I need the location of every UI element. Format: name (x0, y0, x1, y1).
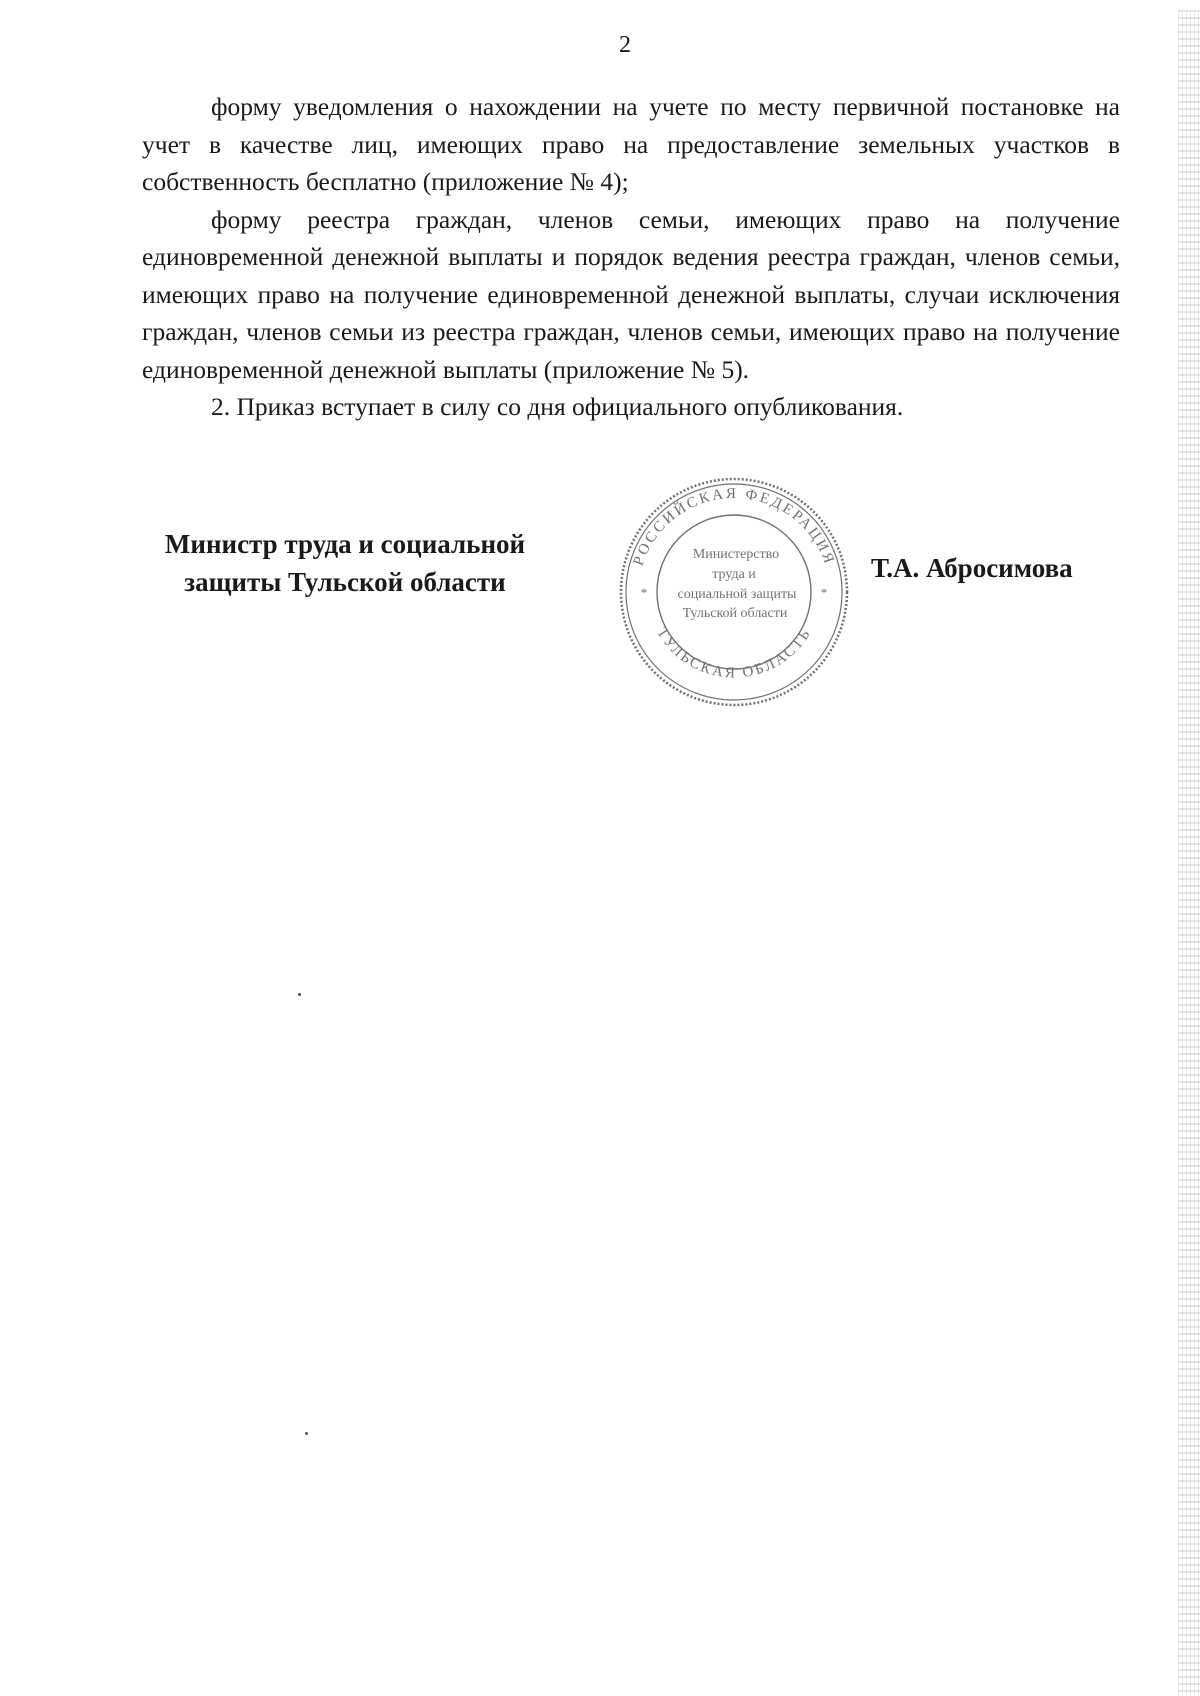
signatory-position-line-2: защиты Тульской области (184, 567, 506, 597)
seal-star-left-icon: * (640, 585, 648, 600)
svg-text:ТУЛЬСКАЯ ОБЛАСТЬ (653, 625, 815, 681)
seal-inner-line-3: социальной защиты (677, 587, 797, 602)
scan-speck (305, 1432, 308, 1435)
official-seal (618, 476, 850, 708)
signatory-position-line-1: Министр труда и социальной (164, 529, 526, 559)
scan-edge-artifact (1178, 10, 1200, 1696)
paragraph-registry-form: форму реестра граждан, членов семьи, имеющих право на получение единовременной денежной выплаты и порядок ведения реестра граждан, членов семьи, имеющих право на получение единовременной денежной выплаты, случаи исключения граждан, членов семьи из реестра граждан, членов семьи, имеющих право на получение единовременной денежной выплаты (приложение № 5). (142, 204, 1120, 384)
paragraph-effective-date: 2. Приказ вступает в силу со дня официального опубликования. (211, 392, 904, 421)
page-number: 2 (619, 32, 631, 58)
seal-outer-bottom-text: ТУЛЬСКАЯ ОБЛАСТЬ (653, 625, 815, 682)
paragraph-notification-form: форму уведомления о нахождении на учете по месту первичной постановке на учет в качестве лиц, имеющих право на предоставление земельных участков в собственность бесплатно (приложение № 4); (142, 92, 1120, 196)
signatory-name: Т.А. Абросимова (871, 553, 1073, 583)
seal-inner-line-1: Министерство (692, 547, 780, 562)
seal-outer-top-text: РОССИЙСКАЯ ФЕДЕРАЦИЯ (630, 485, 838, 568)
signatory-position (140, 525, 550, 601)
seal-star-right-icon: * (820, 585, 828, 600)
seal-inner-line-2: труда и (712, 567, 756, 582)
scan-speck (298, 993, 301, 996)
seal-inner-line-4: Тульской области (682, 606, 788, 621)
document-body (142, 88, 1120, 426)
